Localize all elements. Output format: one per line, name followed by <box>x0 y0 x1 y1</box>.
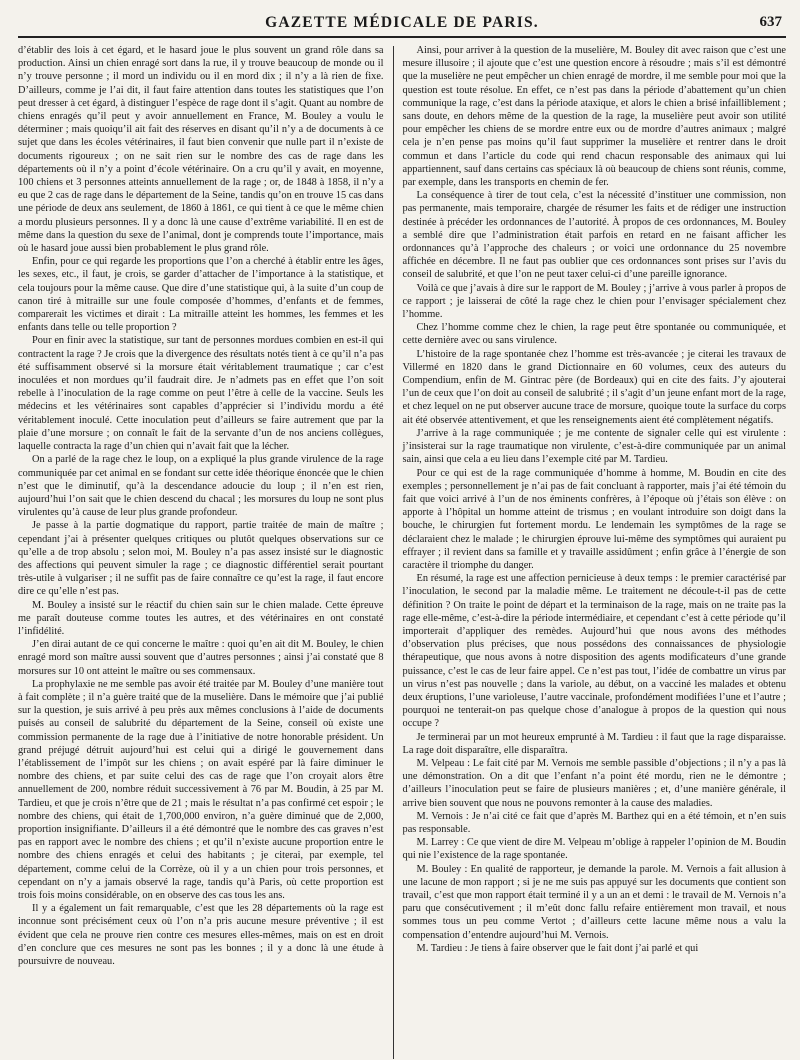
paragraph: Je terminerai par un mot heureux emprunté à M. Tardieu : il faut que la rage disparaisse. La rage doit disparaître, elle disparaîtra. <box>402 731 786 756</box>
page-number: 637 <box>759 14 782 30</box>
text-columns <box>18 44 786 1059</box>
paragraph: M. Tardieu : Je tiens à faire observer que le fait dont j’ai parlé et qui <box>416 942 699 954</box>
paragraph: M. Bouley : En qualité de rapporteur, je demande la parole. M. Vernois a fait allusion à une lacune de mon rapport ; si je ne me suis pas appuyé sur les documents que contient son travail, c’est que mon rapport était terminé il y a un an et demi : le travail de M. Vernois n’a paru que consécutivement ; il m’eût donc fallu refaire entièrement mon travail, et nous sommes tous un peu comme Vertot ; d’ailleurs cette lacune même nous a valu la compensation d’entendre aujourd’hui M. Vernois. <box>402 863 786 941</box>
paragraph: M. Bouley a insisté sur le réactif du chien sain sur le chien malade. Cette épreuve me paraît douteuse comme toutes les autres, et des vétérinaires en ont constaté l’infidélité. <box>18 599 384 637</box>
paragraph: Chez l’homme comme chez le chien, la rage peut être spontanée ou communiquée, et cette dernière avec ou sans virulence. <box>402 322 786 347</box>
paragraph: d’établir des lois à cet égard, et le hasard joue le plus souvent un grand rôle dans sa production. Ainsi un chien enragé sort dans la rue, il y trouve beaucoup de monde ou il n’y trouve personne ; il mord un individu ou il en mord dix ; il n’y a là rien de fixe. D’ailleurs, comme je l’ai dit, il faut faire attention dans toutes les statistiques que l’on peut dresser à cet égard, à distinguer l’espèce de rage dont il s’agit. Quant au nombre de chiens enragés qu’il peut y avoir annuellement en France, M. Bouley a voulu le déterminer ; mais quoiqu’il ait fait des réserves en disant qu’il n’y a de documents à ce sujet que dans les écoles vétérinaires, il faut bien convenir que nulle part il n’existe de documents rigoureux ; on ne sait rien sur le nombre des cas de rage dans les départements où il n’y a point d’école vétérinaire. On a cru qu’il y avait, en moyenne, 100 chiens et 3 personnes atteints annuellement de la rage ; or, de 1848 à 1858, il n’y a eu que 2 cas de rage dans le département de la Seine, tandis qu’on en trouve 15 cas dans une période de deux ans seulement, de 1860 à 1861, ce qui tient à ce que le même chien a mordu plusieurs personnes. Il y a donc là une cause d’extrême variabilité. Il en est de même dans la question du sexe de l’animal, dont je comprends toute l’importance, mais où le hasard joue aussi bien probablement le plus grand rôle. <box>18 45 384 255</box>
paragraph: Pour en finir avec la statistique, sur tant de personnes mordues combien en est-il qui contractent la rage ? Je crois que la divergence des résultats notés tient à ce qu’il n’a pas été suffisamment observé si la morsure était véritablement traumatique ; car c’est inoculées et non mordues qu’il faudrait dire. Je n’admets pas en effet que l’on soit rebelle à l’inoculation de la rage comme on peut l’être à celle de la vaccine. Seuls les médecins et les vétérinaires sont capables d’apprécier si l’individu mordu a été véritablement inoculé. Cette inoculation peut d’ailleurs se faire autrement que par la plaie d’une morsure ; on connaît le fait de la servante d’un de nos anciens collègues, laquelle contracta la rage d’un chien qui n’avait fait que la lécher. <box>18 335 384 453</box>
page-header <box>18 10 786 38</box>
journal-title: GAZETTE MÉDICALE DE PARIS. <box>265 14 539 31</box>
paragraph: Pour ce qui est de la rage communiquée d’homme à homme, M. Boudin en cite des exemples ; personnellement je n’ai pas de fait concluant à rapporter, mais j’ai été témoin du fait que voici arrivé à l’un de nos éminents confrères, à l’époque où j’étais son élève : on apporte à l’hôpital un homme atteint de trismus ; en voulant introduire son doigt dans la bouche, le chirurgien fut fortement mordu. Le lendemain les symptômes de la rage se déclaraient chez le malade ; le chirurgien éprouve lui-même des symptômes qui auraient pu effrayer ; il revient dans sa famille et y travaille assidûment ; enfin grâce à l’énergie de son caractère il triomphe du danger. <box>402 467 786 571</box>
paragraph: Voilà ce que j’avais à dire sur le rapport de M. Bouley ; j’arrive à vous parler à propos de ce rapport ; je laisserai de côté la rage chez le chien pour l’envisager spécialement chez l’homme. <box>402 282 786 321</box>
paragraph: J’arrive à la rage communiquée ; je me contente de signaler celle qui est virulente : j’insisterai sur la rage traumatique non virulente, c’est-à-dire communiquée par un animal sain, ainsi que cela a eu lieu dans l’exemple cité par M. Tardieu. <box>402 427 786 466</box>
paragraph: Il y a également un fait remarquable, c’est que les 28 départements où la rage est inconnue sont précisément ceux où l’on n’a pris aucune mesure préventive ; il est évident que cela ne prouve rien contre ces mesures elles-mêmes, mais on est en droit d’en conclure que ces mesures ne sont pas les bonnes ; il y a donc là une étude à poursuivre de nouveau. <box>18 903 384 968</box>
paragraph: M. Velpeau : Le fait cité par M. Vernois me semble passible d’objections ; il n’y a pas là une démonstration. On a dit que l’enfant n’a point été mordu, rien ne le démontre ; d’ailleurs l’inoculation peut se faire de plusieurs manières ; et, d’une manière générale, il arrive bien souvent que nous ne pouvons remonter à la cause des maladies. <box>402 757 786 809</box>
paragraph: J’en dirai autant de ce qui concerne le maître : quoi qu’en ait dit M. Bouley, le chien enragé mord son maître aussi souvent que d’autres personnes ; ainsi j’ai constaté que 8 morsures sur 10 ont atteint le maître ou ses commensaux. <box>18 639 384 677</box>
paragraph: M. Larrey : Ce que vient de dire M. Velpeau m’oblige à rappeler l’opinion de M. Boudin qui nie l’existence de la rage spontanée. <box>402 837 786 862</box>
paragraph: M. Vernois : Je n’ai cité ce fait que d’après M. Barthez qui en a été témoin, et n’en suis pas responsable. <box>402 810 786 835</box>
left-column <box>18 44 393 1059</box>
paragraph: Je passe à la partie dogmatique du rapport, partie traitée de main de maître ; cependant j’ai à présenter quelques critiques ou plutôt quelques observations sur ce qu’elle a de trop absolu ; selon moi, M. Bouley n’a pas assez insisté sur le diagnostic des affections qui peuvent simuler la rage ; ce diagnostic différentiel serait pourtant très-utile à vulgariser ; il ne suffit pas de faire connaître ce qu’est la rage, il faut encore dire ce qu’elle n’est pas. <box>18 520 384 598</box>
paragraph: En résumé, la rage est une affection pernicieuse à deux temps : le premier caractérisé par l’inoculation, le second par la maladie même. Le traitement ne découle-t-il pas de cette définition ? On traite le point de départ et la terminaison de la rage, mais on ne traite pas la rage elle-même, c’est-à-dire la période intermédiaire, et cependant c’est à cette période qu’il importerait d’appliquer des remèdes. Aujourd’hui que nous avons des méthodes d’observation plus précises, que nous possédons des connaissances de physiologie thérapeutique, que nous avons à notre disposition des agents modificateurs d’une grande puissance, c’est le cas de leur faire appel. Ce n’est pas tout, l’idée de combattre un virus par un virus n’est pas nouvelle ; dans la variole, au début, on a vacciné les malades et obtenu deux éruptions, l’une varioleuse, l’autre vaccinale, profondément modifiées l’une et l’autre ; pourquoi ne tenterait-on pas quelque chose d’analogue à propos de la question qui nous occupe ? <box>402 573 786 730</box>
paragraph: Ainsi, pour arriver à la question de la muselière, M. Bouley dit avec raison que c’est une mesure illusoire ; il ajoute que c’est une question encore à résoudre ; mais s’il est démontré que la muselière ne peut empêcher un chien enragé de mordre, il me semble pour moi que la question est toute résolue. En effet, ce n’est pas dans la période d’abattement qu’un chien communique la rage, c’est dans la période ataxique, et alors le chien a brisé infailliblement ; sans doute, en dehors même de la question de la rage, la muselière peut avoir son utilité pour empêcher les chiens de se mordre entre eux ou de mordre d’autres animaux ; malgré cela je n’en pense pas moins qu’il faut supprimer la muselière et rentrer dans le droit commun et dans l’article du code qui rend chacun responsable des animaux qui lui appartiennent, sauf dans certains cas spéciaux là où beaucoup de chiens sont réunis, comme, par exemple, dans les transports en chemin de fer. <box>402 45 786 189</box>
paragraph: L’histoire de la rage spontanée chez l’homme est très-avancée ; je citerai les travaux de Villermé en 1820 dans le grand Dictionnaire en 60 volumes, ceux des auteurs du Compendium, enfin de M. Gintrac père (de Bordeaux) qui en cite des faits. J’y ajouterai l’un de ceux que l’on doit au conseil de salubrité ; il s’agit d’un jeune enfant mort de la rage, et chez lequel on ne put observer aucune trace de morsure, quoique toute la surface du corps ait été observée attentivement, et que les renseignements aient été complètement négatifs. <box>402 348 786 426</box>
paragraph: Enfin, pour ce qui regarde les proportions que l’on a cherché à établir entre les âges, les sexes, etc., il faut, je crois, se garder d’attacher de l’importance à la statistique, et cela toujours pour la même cause. Que dire d’une statistique qui, à la suite d’un coup de canon tiré à mitraille sur une foule composée d’hommes, d’enfants et de femmes, comparerait les victimes et dirait : La mitraille atteint les hommes, les femmes et les enfants dans telle ou telle proportion ? <box>18 256 384 334</box>
paragraph: La prophylaxie ne me semble pas avoir été traitée par M. Bouley d’une manière tout à fait complète ; il n’a guère traité que de la muselière. Dans le mémoire que j’ai publié sur la question, je suis arrivé à peu près aux mêmes conclusions à l’aide de documents puisés au conseil de salubrité du département de la Seine, conseil où existe une commission permanente de la rage due à l’initiative de notre honorable président. Un grand préjugé détruit aujourd’hui est celui qui a dirigé le gouvernement dans l’établissement de l’impôt sur les chiens ; on avait espéré par là faire diminuer le nombre des chiens, et par suite celui des cas de rage que l’on croyait alors être annuellement de 200, nombre réduit successivement à 76 par M. Boudin, à 25 par M. Tardieu, et que je crois n’être que de 21 ; mais le résultat n’a pas confirmé cet espoir ; le nombre des chiens, qui était de 1,700,000 environ, n’a guère diminué que de 2,000, proportion insignifiante. D’ailleurs il a été démontré que le nombre des cas graves n’est pas en rapport avec le nombre des chiens ; et qu’il n’existe aucune proportion entre le nombre des chiens enragés et celui des habitants ; je citerai, par exemple, tel département, comme celui de la Corrèze, où il y a un chien pour trois personnes, et cependant on n’y a jamais observé la rage, tandis qu’à Paris, où cette proportion est trois fois moins considérable, on en observe des cas tous les ans. <box>18 678 384 901</box>
paragraph: On a parlé de la rage chez le loup, on a expliqué la plus grande virulence de la rage communiquée par cet animal en se fondant sur cette idée théorique énoncée que le chien n’est que le diminutif, qu’à la descendance adoucie du loup ; il n’en est rien, aujourd’hui l’on sait que le chien descend du chacal ; les morsures du loup ne sont plus virulentes qu’à cause de leur plus grande profondeur. <box>18 454 384 519</box>
paragraph: La conséquence à tirer de tout cela, c’est la nécessité d’instituer une commission, non pas permanente, mais temporaire, chargée de résumer les faits et de rédiger une instruction destinée à précéder les ordonnances de l’autorité. À propos de ces ordonnances, M. Bouley a semblé dire que l’administration était parfois en retard en ne faisant afficher les ordonnances qu’à l’approche des chaleurs ; or voici une ordonnance du 25 novembre affichée en décembre. Il ne faut pas oublier que ces ordonnances sont prises sur l’avis du conseil de salubrité, et que l’on ne peut taxer celui-ci d’une pareille ignorance. <box>402 190 786 281</box>
right-column <box>394 44 786 1059</box>
